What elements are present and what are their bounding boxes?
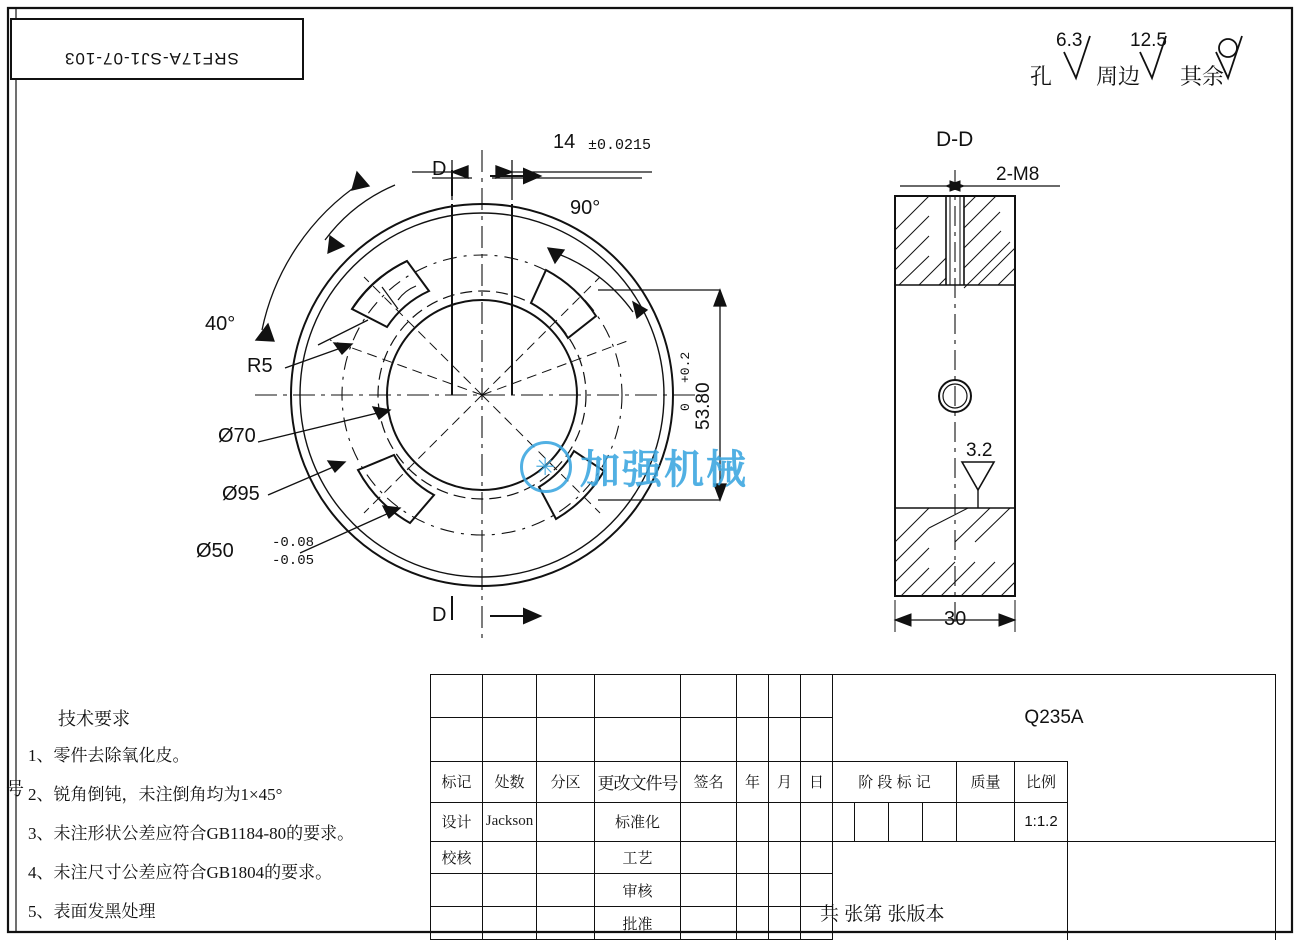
tb-cell [483, 907, 537, 940]
tb-cell [537, 718, 595, 761]
dim-dia-50-tol-upper: -0.08 [272, 535, 315, 551]
tb-cell [737, 874, 769, 907]
tb-role-approve: 批准 [595, 907, 681, 940]
section-view-title: D-D [936, 128, 974, 151]
tb-cell [431, 907, 483, 940]
section-view-geometry [895, 170, 1060, 632]
tech-requirements [28, 705, 354, 936]
tb-cell [431, 675, 483, 718]
section-mark-top: D [432, 158, 447, 180]
tb-header-year: 年 [737, 761, 769, 802]
tb-cell [537, 907, 595, 940]
left-edge-char: 号 [6, 779, 24, 799]
tb-cell [737, 841, 769, 874]
dim-r5: R5 [247, 355, 273, 377]
surface-perimeter-value: 12.5 [1130, 30, 1167, 51]
dim-14-tolerance: ±0.0215 [588, 137, 652, 154]
surface-perimeter-label: 周边 [1096, 64, 1141, 89]
surface-hole-label: 孔 [1030, 64, 1053, 89]
tb-scale-value: 1:1.2 [1015, 802, 1068, 841]
tb-header-zone: 分区 [537, 761, 595, 802]
tb-cell [483, 718, 537, 761]
front-view-geometry [255, 150, 710, 640]
tech-requirement-item: 4、未注尺寸公差应符合GB1804的要求。 [28, 863, 333, 882]
tb-header-scale: 比例 [1015, 761, 1068, 802]
tb-cell [537, 841, 595, 874]
tb-header-change-doc: 更改文件号 [595, 761, 681, 802]
tb-cell [769, 841, 801, 874]
tb-cell [483, 675, 537, 718]
dim-dia-70: Ø70 [218, 425, 256, 447]
tb-sheet-note: 共 张第 张版本 [820, 904, 945, 925]
tb-cell [769, 907, 801, 940]
tb-header-day: 日 [801, 761, 833, 802]
drawing-code-label: SRF17A-SJ1-07-103 [64, 49, 239, 68]
section-roughness: 3.2 [966, 440, 993, 461]
dim-53-80: 53.80 [693, 382, 714, 430]
dim-dia-50-tol-lower: -0.05 [272, 553, 315, 569]
tb-cell [801, 841, 833, 874]
dim-dia-95: Ø95 [222, 483, 260, 505]
tb-cell [681, 802, 737, 841]
tb-cell [855, 802, 889, 841]
tb-cell [801, 802, 833, 841]
tb-cell [595, 718, 681, 761]
tb-material-cell [833, 675, 1276, 762]
tb-cell [681, 675, 737, 718]
tb-cell [681, 841, 737, 874]
tb-cell [769, 675, 801, 718]
tb-cell [769, 802, 801, 841]
tb-role-review: 审核 [595, 874, 681, 907]
dim-angle-40: 40° [205, 313, 236, 335]
tb-header-quality: 质量 [957, 761, 1015, 802]
tb-cell [483, 874, 537, 907]
tb-header-month: 月 [769, 761, 801, 802]
tech-requirement-item: 1、零件去除氧化皮。 [28, 746, 190, 765]
section-mark-bottom: D [432, 604, 447, 626]
tech-requirement-item: 3、未注形状公差应符合GB1184-80的要求。 [28, 824, 355, 843]
dim-dia-50: Ø50 [196, 540, 234, 562]
tb-cell [431, 718, 483, 761]
tb-cell [737, 907, 769, 940]
tech-requirement-item: 5、表面发黑处理 [28, 902, 156, 921]
dim-angle-90: 90° [570, 197, 601, 219]
tb-role-standardize: 标准化 [595, 802, 681, 841]
tech-requirements-title: 技术要求 [58, 709, 130, 729]
tb-header-count: 处数 [483, 761, 537, 802]
tb-cell [769, 718, 801, 761]
tb-cell [957, 802, 1015, 841]
tb-cell [537, 874, 595, 907]
tb-role-check: 校核 [431, 841, 483, 874]
tb-cell [483, 841, 537, 874]
dim-53-80-tol-upper: +0.2 [678, 351, 693, 383]
surface-other-label: 其余 [1180, 64, 1225, 89]
tech-requirement-item: 2、锐角倒钝，未注倒角均为1×45° [28, 785, 283, 804]
tb-cell [737, 718, 769, 761]
tb-cell [681, 874, 737, 907]
surface-hole-value: 6.3 [1056, 30, 1083, 51]
tb-designer-name: Jackson [483, 802, 537, 841]
tb-header-sign: 签名 [681, 761, 737, 802]
tb-header-stage: 阶 段 标 记 [833, 761, 957, 802]
title-block [430, 674, 1275, 940]
drawing-code-box [10, 18, 304, 80]
front-view-leaders [258, 320, 400, 553]
tb-cell [595, 675, 681, 718]
tb-cell [833, 802, 855, 841]
tb-role-design: 设计 [431, 802, 483, 841]
tb-cell [801, 675, 833, 718]
tb-cell [1068, 841, 1276, 939]
tb-cell [769, 874, 801, 907]
tb-material: Q235A [1024, 706, 1084, 728]
dim-53-80-tol-lower: 0 [678, 403, 693, 411]
tb-cell [801, 718, 833, 761]
tb-role-process: 工艺 [595, 841, 681, 874]
watermark-text: 加强机械 [580, 447, 748, 493]
tb-cell [537, 802, 595, 841]
tb-cell [737, 675, 769, 718]
tb-cell [737, 802, 769, 841]
tb-cell [923, 802, 957, 841]
tb-header-mark: 标记 [431, 761, 483, 802]
tb-cell [681, 907, 737, 940]
section-marks [452, 169, 540, 623]
watermark-logo-icon: ✳ [520, 441, 572, 493]
tb-cell [681, 718, 737, 761]
tb-cell [537, 675, 595, 718]
tb-cell [431, 874, 483, 907]
dim-14-text: 14 [553, 131, 576, 153]
section-thread-note: 2-M8 [996, 164, 1040, 185]
tb-cell [889, 802, 923, 841]
section-width-30: 30 [944, 608, 967, 630]
